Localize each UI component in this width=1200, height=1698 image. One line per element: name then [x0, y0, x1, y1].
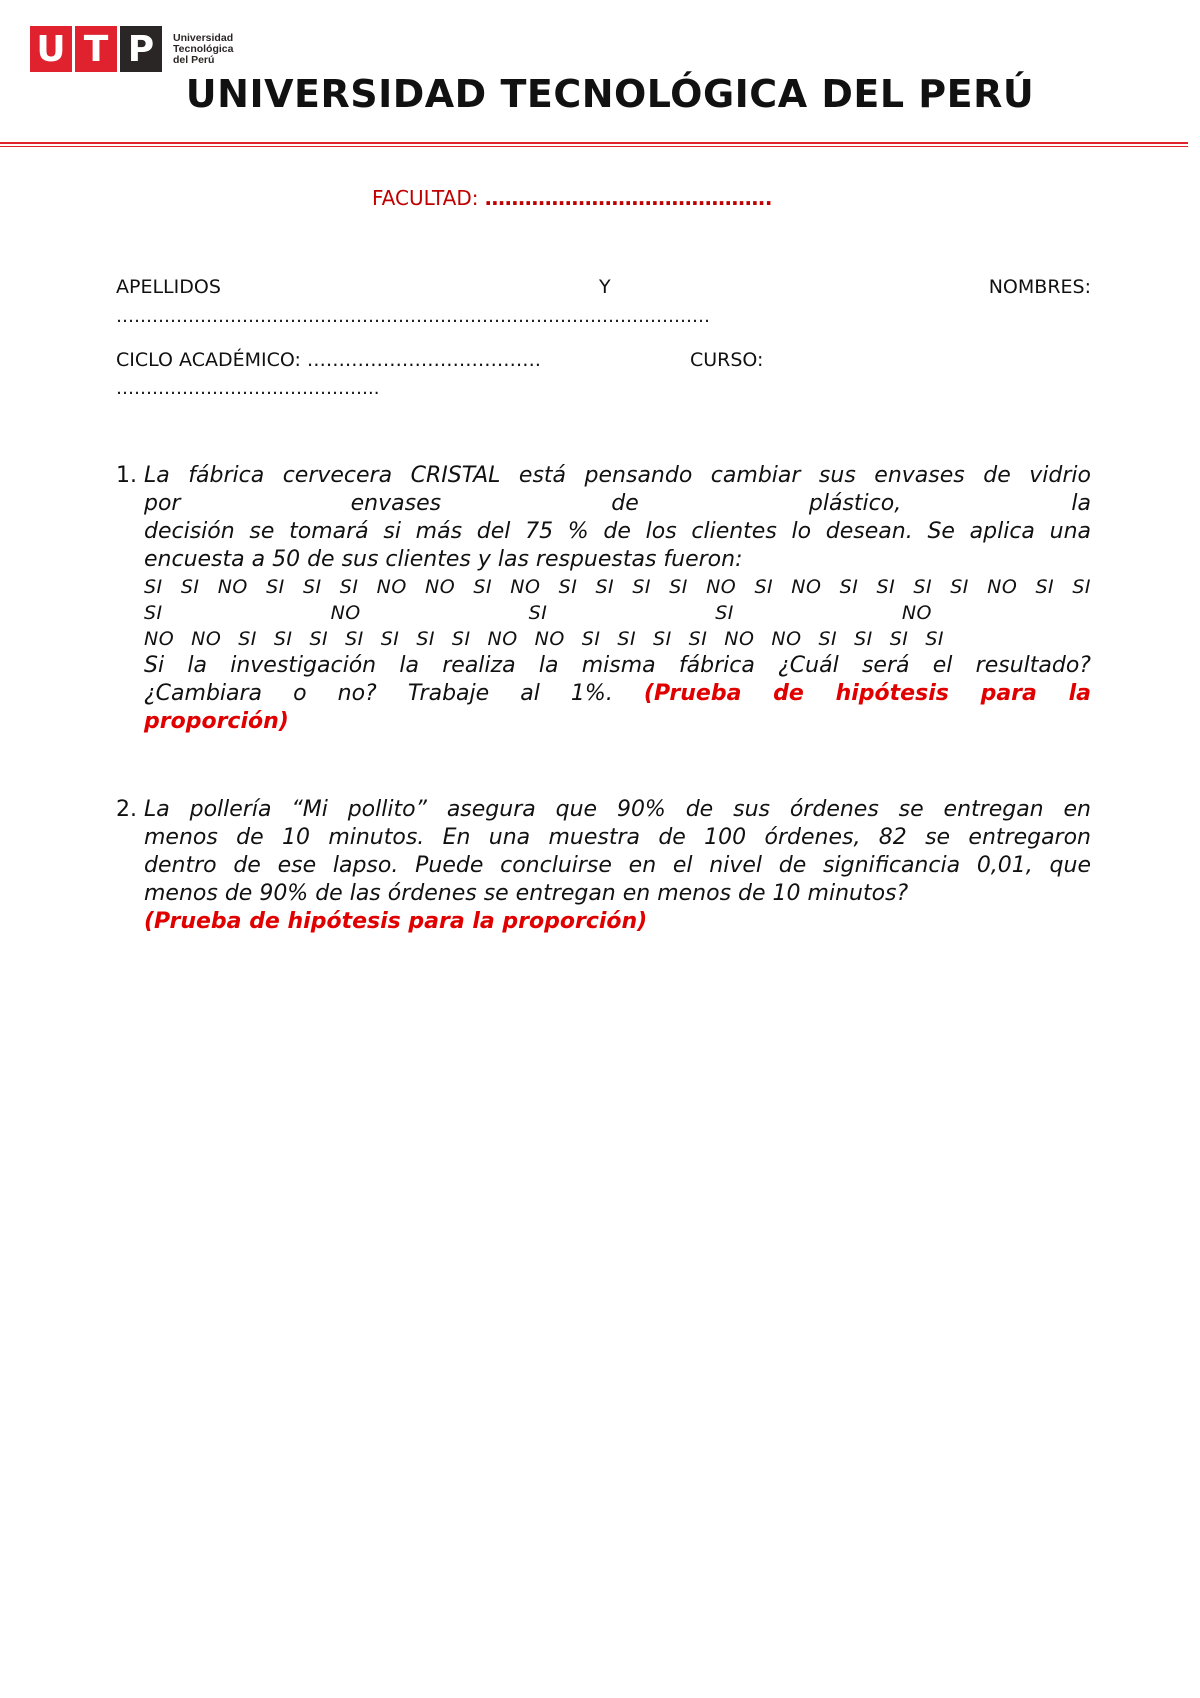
- header-divider-thin: [0, 146, 1188, 147]
- survey-responses: [144, 574, 1091, 652]
- question-body: [144, 796, 1091, 936]
- question-number: 2.: [116, 797, 137, 822]
- nombres-dots: ………………………………………………………………………………………: [116, 306, 710, 327]
- logo-letter-p: P: [120, 26, 162, 72]
- question-line: La fábrica cervecera CRISTAL está pensando cambiar sus envases de vidrio: [144, 463, 1091, 488]
- header-divider: [0, 142, 1188, 144]
- apellidos-row: [116, 276, 1091, 298]
- nombres-label: NOMBRES:: [988, 276, 1091, 298]
- curso-label: CURSO:: [690, 349, 764, 371]
- logo-text-line: Tecnológica: [173, 42, 234, 55]
- question-line: por envases de plástico, la: [144, 491, 1091, 516]
- logo-text-line: del Perú: [173, 53, 215, 66]
- question-line: [144, 680, 1091, 708]
- question-number: 1.: [116, 463, 137, 488]
- response-line: SI SI NO SI SI SI NO NO SI NO SI SI SI SI NO SI NO SI SI SI SI NO SI SI: [144, 576, 1091, 598]
- utp-logo: [30, 26, 233, 72]
- question-line: menos de 10 minutos. En una muestra de 100 órdenes, 82 se entregaron: [144, 825, 1091, 850]
- question-body: [144, 462, 1091, 736]
- logo-text-line: Universidad: [173, 31, 234, 44]
- question-line: La pollería “Mi pollito” asegura que 90% de sus órdenes se entregan en: [144, 797, 1091, 822]
- facultad-dots: …………………………………….: [484, 186, 773, 210]
- apellidos-label: APELLIDOS: [116, 276, 221, 298]
- response-line: NO NO SI SI SI SI SI SI SI NO NO SI SI SI SI NO NO SI SI SI SI: [144, 628, 944, 650]
- question-line: dentro de ese lapso. Puede concluirse en el nivel de significancia 0,01, que: [144, 853, 1091, 878]
- logo-letter-u: U: [30, 26, 72, 72]
- facultad-field: [372, 186, 772, 210]
- hint-text: (Prueba de hipótesis para la: [643, 681, 1091, 706]
- question-text: ¿Cambiara o no? Trabaje al 1%.: [144, 681, 613, 706]
- curso-dots: ……………………………………..: [116, 378, 380, 399]
- y-label: Y: [599, 276, 611, 298]
- facultad-label: FACULTAD:: [372, 186, 479, 210]
- hint-text: (Prueba de hipótesis para la proporción): [144, 909, 648, 934]
- question-line: Si la investigación la realiza la misma fábrica ¿Cuál será el resultado?: [144, 653, 1091, 678]
- university-title: UNIVERSIDAD TECNOLÓGICA DEL PERÚ: [185, 72, 1035, 116]
- question-2: [116, 796, 1091, 936]
- hint-text: proporción): [144, 709, 289, 734]
- ciclo-field: CICLO ACADÉMICO: ……………………………….: [116, 349, 541, 371]
- logo-letter-t: T: [75, 26, 117, 72]
- question-line: menos de 90% de las órdenes se entregan en menos de 10 minutos?: [144, 881, 909, 906]
- question-line: decisión se tomará si más del 75 % de los clientes lo desean. Se aplica una: [144, 519, 1091, 544]
- question-1: [116, 462, 1091, 736]
- logo-text: [173, 33, 233, 66]
- logo-blocks: [30, 26, 165, 72]
- question-line: encuesta a 50 de sus clientes y las respuestas fueron:: [144, 547, 743, 572]
- response-line: SI NO SI SI NO: [144, 602, 932, 624]
